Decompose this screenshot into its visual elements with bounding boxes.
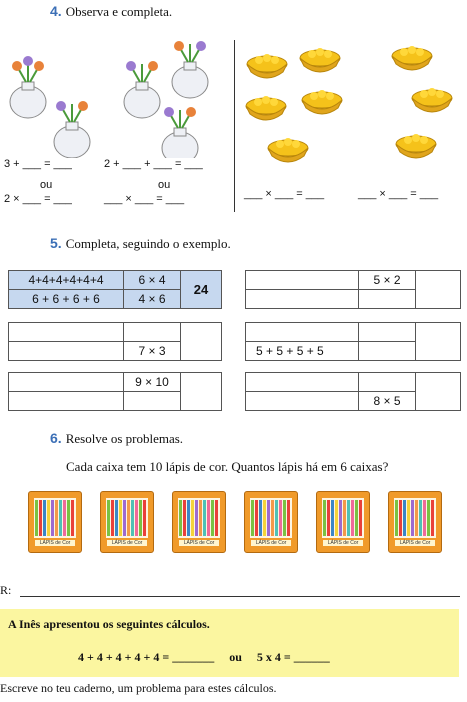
cell-result[interactable] [416,323,461,361]
exercise-number: 4. [50,3,62,19]
pencil [203,500,206,536]
pencil [207,500,210,536]
pencil [179,500,182,536]
vase-3 [124,61,160,118]
cell-sum[interactable] [246,373,359,392]
example-table [8,270,222,309]
footer-calc: 4 + 4 + 4 + 4 + 4 = _______ ou 5 x 4 = ______ [78,650,330,664]
exercise-5-header [50,235,231,253]
equation-c: ___ × ___ = ___ [244,188,325,200]
exercise-title: Observa e completa. [65,4,173,19]
cell-product[interactable] [359,373,416,392]
pencils [394,498,436,538]
pencil [215,500,218,536]
pencil [111,500,114,536]
pencils [178,498,220,538]
cell-sum[interactable] [9,392,124,411]
pencil [123,500,126,536]
table-4 [245,322,461,361]
pencil [139,500,142,536]
pencils [106,498,148,538]
cell-sum[interactable] [9,323,124,342]
pencil [135,500,138,536]
pencil [263,500,266,536]
cell-sum[interactable] [246,290,359,309]
cell-result[interactable] [416,373,461,411]
pencil [351,500,354,536]
pencil [39,500,42,536]
footer-title: A Inês apresentou os seguintes cálculos. [8,617,210,631]
table-6 [245,372,461,411]
cell-sum: 5 + 5 + 5 + 5 [246,342,359,361]
problem-text: Cada caixa tem 10 lápis de cor. Quantos lápis há em 6 caixas? [66,459,389,474]
answer-label: R: [0,583,12,597]
pencil [127,500,130,536]
pencil [323,500,326,536]
pencil [59,500,62,536]
pencil [283,500,286,536]
example-result: 24 [181,271,222,309]
cell-result[interactable] [181,373,222,411]
box-label: LÁPIS de Cor [395,540,435,546]
cell-product: 9 × 10 [124,373,181,392]
pencil [419,500,422,536]
cell-product[interactable] [359,323,416,342]
pencil-box [100,491,154,553]
pencil [287,500,290,536]
table-5 [8,372,222,411]
example-top-sum: 4+4+4+4+4+4 [9,271,124,290]
pencil [107,500,110,536]
pencil [47,500,50,536]
or-label-b: ou [158,179,171,191]
pencil [343,500,346,536]
cell-sum[interactable] [246,271,359,290]
pencils [322,498,364,538]
cell-result[interactable] [181,323,222,361]
pencil [359,500,362,536]
pencil [347,500,350,536]
baskets-illustration [240,38,465,168]
pencil-box [172,491,226,553]
pencil [199,500,202,536]
pencil [67,500,70,536]
equation-a2: 2 × ___ = ___ [4,193,72,205]
pencil [431,500,434,536]
cell-result[interactable] [416,271,461,309]
pencil [335,500,338,536]
pencil [427,500,430,536]
equation-a1: 3 + ___ = ___ [4,158,72,170]
box-label: LÁPIS de Cor [323,540,363,546]
equation-b2: ___ × ___ = ___ [104,193,185,205]
exercise-number: 5. [50,235,62,251]
vase-4 [172,41,208,98]
cell-sum[interactable] [246,323,359,342]
pencil [255,500,258,536]
pencil-box [244,491,298,553]
box-label: LÁPIS de Cor [251,540,291,546]
vase-1 [10,56,46,118]
pencil [327,500,330,536]
equation-d: ___ × ___ = ___ [358,188,439,200]
pencil [187,500,190,536]
cell-product: 7 × 3 [124,342,181,361]
pencil [415,500,418,536]
pencil-box [316,491,370,553]
pencil [119,500,122,536]
pencil [35,500,38,536]
pencil [131,500,134,536]
pencil [63,500,66,536]
answer-line[interactable] [20,596,460,597]
pencils [250,498,292,538]
pencil-box [388,491,442,553]
cell-sum[interactable] [9,342,124,361]
pencil [267,500,270,536]
cell-product[interactable] [124,323,181,342]
pencil [251,500,254,536]
exercise-title: Completa, seguindo o exemplo. [65,236,231,251]
pencil [143,500,146,536]
equation-b1: 2 + ___ + ___ = ___ [104,158,203,170]
example-bottom-product: 4 × 6 [124,290,181,309]
pencil [355,500,358,536]
pencils [34,498,76,538]
or-label-a: ou [40,179,53,191]
pencil [191,500,194,536]
example-top-product: 6 × 4 [124,271,181,290]
pencil [195,500,198,536]
pencil [259,500,262,536]
flower-vases-illustration [0,30,232,158]
pencil [211,500,214,536]
pencil [279,500,282,536]
vase-5 [162,107,198,158]
cell-sum[interactable] [246,392,359,411]
cell-product: 5 × 2 [359,271,416,290]
cell-product: 8 × 5 [359,392,416,411]
table-2 [245,270,461,309]
pencil [423,500,426,536]
box-label: LÁPIS de Cor [179,540,219,546]
pencil [339,500,342,536]
cell-sum[interactable] [9,373,124,392]
exercise-number: 6. [50,430,62,446]
pencil [51,500,54,536]
cell-product[interactable] [124,392,181,411]
pencil [183,500,186,536]
cell-product[interactable] [359,290,416,309]
exercise-title: Resolve os problemas. [65,431,184,446]
vase-2 [54,101,90,158]
pencil [115,500,118,536]
table-3 [8,322,222,361]
pencil [71,500,74,536]
pencil-box [28,491,82,553]
footer-instruction: Escreve no teu caderno, um problema para estes cálculos. [0,681,277,695]
example-bottom-sum: 6 + 6 + 6 + 6 [9,290,124,309]
pencil [403,500,406,536]
pencil [275,500,278,536]
cell-product[interactable] [359,342,416,361]
pencil [399,500,402,536]
exercise-4-header [50,3,172,21]
pencil [55,500,58,536]
pencil [271,500,274,536]
pencil [411,500,414,536]
exercise-6-header [50,430,183,448]
box-label: LÁPIS de Cor [35,540,75,546]
pencil [331,500,334,536]
pencil [407,500,410,536]
box-label: LÁPIS de Cor [107,540,147,546]
pencil [43,500,46,536]
divider [234,40,235,212]
pencil [395,500,398,536]
